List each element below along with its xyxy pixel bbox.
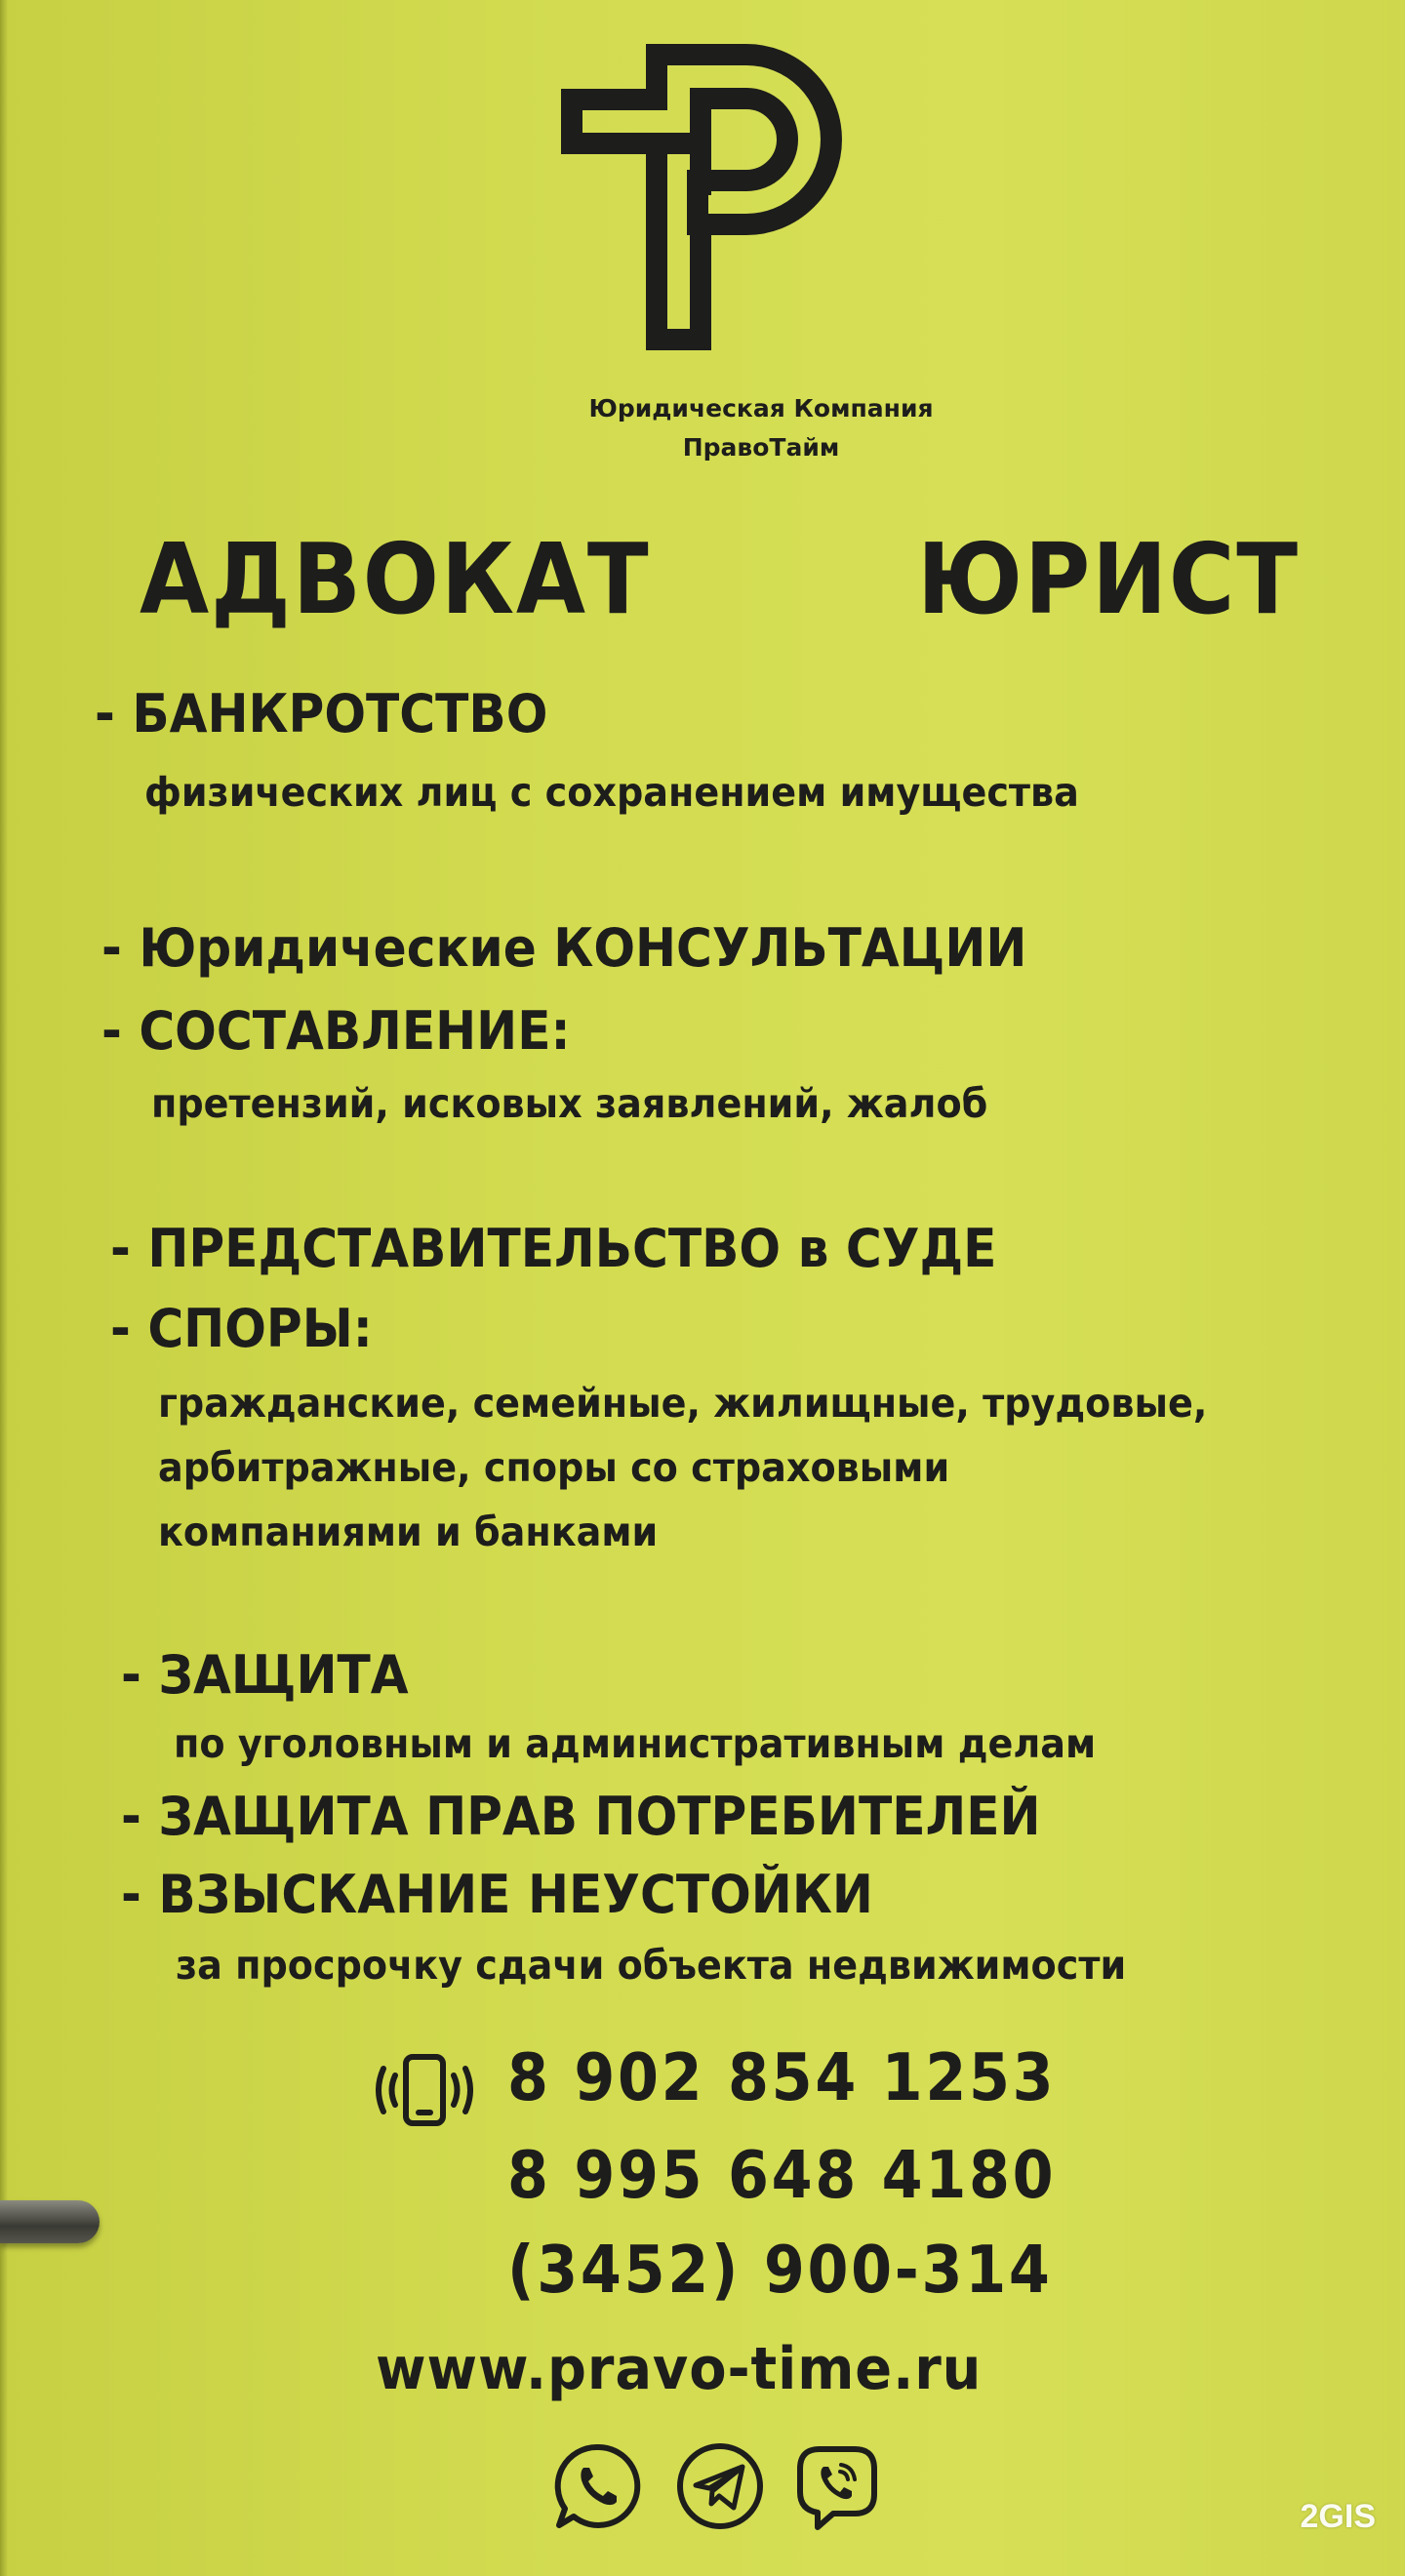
service-penalty-detail: за просрочку сдачи объекта недвижимости [176,1942,1127,1989]
service-disputes-detail-1: гражданские, семейные, жилищные, трудовые, [158,1380,1208,1427]
service-defense-detail: по уголовным и административным делам [174,1720,1097,1767]
phone-number-3: (3452) 900-314 [507,2232,1053,2308]
viber-icon [790,2439,884,2533]
company-name: ПравоТайм [682,433,840,462]
service-disputes-detail-2: арбитражные, споры со страховыми [158,1444,950,1491]
headline-advocate: АДВОКАТ [140,522,651,636]
service-drafting: - СОСТАВЛЕНИЕ: [101,1000,571,1062]
service-court: - ПРЕДСТАВИТЕЛЬСТВО в СУДЕ [110,1218,997,1279]
service-disputes-detail-3: компаниями и банками [158,1509,659,1555]
service-disputes: - СПОРЫ: [110,1298,373,1359]
vibrating-phone-icon [376,2052,473,2128]
door-handle [0,2200,100,2243]
map-service-watermark: 2GIS [1300,2498,1376,2535]
pravotime-logo [561,44,868,351]
website-url: www.pravo-time.ru [376,2335,983,2403]
company-type: Юридическая Компания [588,394,934,423]
telegram-icon [673,2439,767,2533]
headline-lawyer: ЮРИСТ [917,522,1300,636]
service-bankruptcy-detail: физических лиц с сохранением имущества [144,769,1079,816]
service-defense: - ЗАЩИТА [121,1644,409,1706]
whatsapp-icon [551,2439,645,2533]
phone-number-1: 8 902 854 1253 [507,2039,1057,2115]
door-edge [0,0,8,2576]
service-penalty: - ВЗЫСКАНИЕ НЕУСТОЙКИ [121,1864,873,1925]
phone-number-2: 8 995 648 4180 [507,2137,1057,2213]
service-drafting-detail: претензий, исковых заявлений, жалоб [151,1080,988,1127]
service-consumer-rights: - ЗАЩИТА ПРАВ ПОТРЕБИТЕЛЕЙ [121,1786,1041,1847]
service-consultations: - Юридические КОНСУЛЬТАЦИИ [101,917,1027,979]
service-bankruptcy: - БАНКРОТСТВО [95,683,548,745]
